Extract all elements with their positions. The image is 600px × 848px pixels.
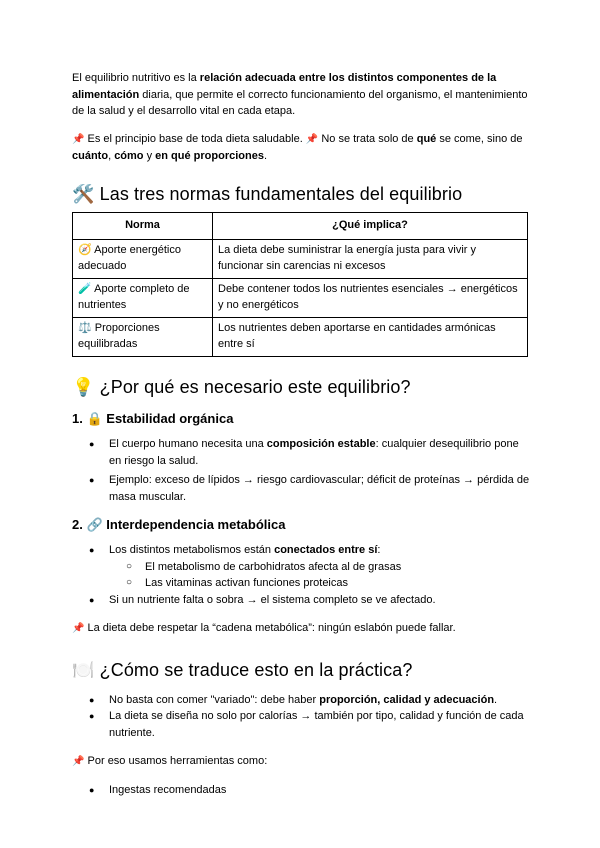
list-item: ● La dieta se diseña no solo por calorías → también por tipo, calidad y función de cada nutriente. <box>72 708 530 741</box>
item-text: : cualquier desequilibrio pone en riesgo la salud. <box>109 438 519 467</box>
principle-text: , <box>108 150 115 162</box>
test-tube-icon: 🧪 <box>78 283 92 295</box>
principle-text: Es el principio base de toda dieta saludable. <box>84 132 306 145</box>
lock-icon: 🔒 <box>86 411 103 426</box>
item-text: Los distintos metabolismos están <box>109 544 275 556</box>
pin-icon: 📌 <box>305 133 319 145</box>
table-cell <box>73 318 213 357</box>
plate-icon: 🍽️ <box>72 659 95 680</box>
intro-paragraph <box>72 70 530 120</box>
sub-list-item: ○ El metabolismo de carbohidratos afecta al de grasas <box>72 559 530 576</box>
bullet-list <box>72 782 530 799</box>
section-title: ¿Cómo se traduce esto en la práctica? <box>99 659 413 680</box>
principle-text: No se trata solo de <box>318 132 417 145</box>
list-item: ● Ingestas recomendadas <box>72 782 530 799</box>
section-heading-practica <box>72 658 530 682</box>
subheading-estabilidad <box>72 410 530 428</box>
table-row <box>73 318 528 357</box>
table-header: ¿Qué implica? <box>213 212 528 240</box>
table-row <box>73 279 528 318</box>
item-text: El cuerpo humano necesita una <box>109 438 267 450</box>
tools-icon: 🛠️ <box>72 183 95 204</box>
note-paragraph <box>72 620 530 638</box>
lightbulb-icon: 💡 <box>72 377 95 397</box>
bullet-list <box>72 692 530 742</box>
pin-icon: 📌 <box>72 133 85 145</box>
bullet-list <box>72 436 530 505</box>
list-item <box>72 692 530 709</box>
table-cell: Debe contener todos los nutrientes esenciales → energéticos y no energéticos <box>213 279 528 318</box>
subheading-interdependencia <box>72 516 530 534</box>
bullet-list <box>72 542 530 608</box>
subheading-number: 1. <box>72 411 83 426</box>
intro-text-end: diaria, que permite el correcto funcionamiento del organismo, el mantenimiento de la salud y el desarrollo vital en cada etapa. <box>72 88 528 117</box>
table-header: Norma <box>73 212 213 240</box>
compass-icon: 🧭 <box>78 244 92 256</box>
pin-icon: 📌 <box>72 756 85 767</box>
list-item <box>72 542 530 559</box>
cell-text: Aporte energético adecuado <box>78 244 181 272</box>
subheading-number: 2. <box>72 517 83 532</box>
principle-bold: cómo <box>114 150 144 162</box>
table-cell <box>73 240 213 279</box>
pin-icon: 📌 <box>72 623 85 634</box>
subheading-title: Estabilidad orgánica <box>106 411 234 426</box>
table-cell: Los nutrientes deben aportarse en cantidades armónicas entre sí <box>213 318 528 357</box>
section-heading-por-que <box>72 375 530 399</box>
item-text: . <box>494 693 498 706</box>
principle-bold: qué <box>416 132 437 145</box>
table-cell: La dieta debe suministrar la energía justa para vivir y funcionar sin carencias ni excesos <box>213 240 528 279</box>
principle-text: . <box>263 150 268 162</box>
sub-list-item: ○ Las vitaminas activan funciones proteicas <box>72 575 530 592</box>
intro-bold: relación adecuada entre los distintos componentes de la alimentación <box>72 72 497 101</box>
intro-text: El equilibrio nutritivo es la <box>72 72 200 84</box>
principle-text: se come, sino de <box>436 132 523 145</box>
normas-table <box>72 212 528 358</box>
balance-icon: ⚖️ <box>78 322 92 334</box>
item-text: No basta con comer "variado": debe haber <box>109 693 320 706</box>
list-item <box>72 436 530 469</box>
item-bold: composición estable <box>266 438 376 450</box>
note-text: Por eso usamos herramientas como: <box>87 755 268 767</box>
note-text: La dieta debe respetar la “cadena metabólica”: ningún eslabón puede fallar. <box>87 622 456 634</box>
section-title: ¿Por qué es necesario este equilibrio? <box>99 377 411 397</box>
table-header-row <box>73 212 528 240</box>
subheading-title: Interdependencia metabólica <box>106 517 286 532</box>
list-item: ● Si un nutriente falta o sobra → el sistema completo se ve afectado. <box>72 592 530 609</box>
item-bold: conectados entre sí <box>274 544 378 556</box>
link-icon: 🔗 <box>86 517 103 532</box>
list-item: ● Ejemplo: exceso de lípidos → riesgo cardiovascular; déficit de proteínas → pérdida de masa muscular. <box>72 472 530 505</box>
principle-bold: cuánto <box>72 150 109 162</box>
cell-text: Proporciones equilibradas <box>78 322 160 350</box>
document-page <box>72 70 530 798</box>
principle-text: y <box>143 150 156 162</box>
table-cell <box>73 279 213 318</box>
principle-bold: en qué proporciones <box>155 150 264 162</box>
item-text: : <box>377 544 381 556</box>
note-paragraph <box>72 753 530 771</box>
principle-paragraph <box>72 131 530 165</box>
section-title: Las tres normas fundamentales del equilibrio <box>99 183 463 204</box>
table-row <box>73 240 528 279</box>
cell-text: Aporte completo de nutrientes <box>78 283 190 311</box>
item-bold: proporción, calidad y adecuación <box>319 693 495 706</box>
section-heading-normas <box>72 182 530 206</box>
